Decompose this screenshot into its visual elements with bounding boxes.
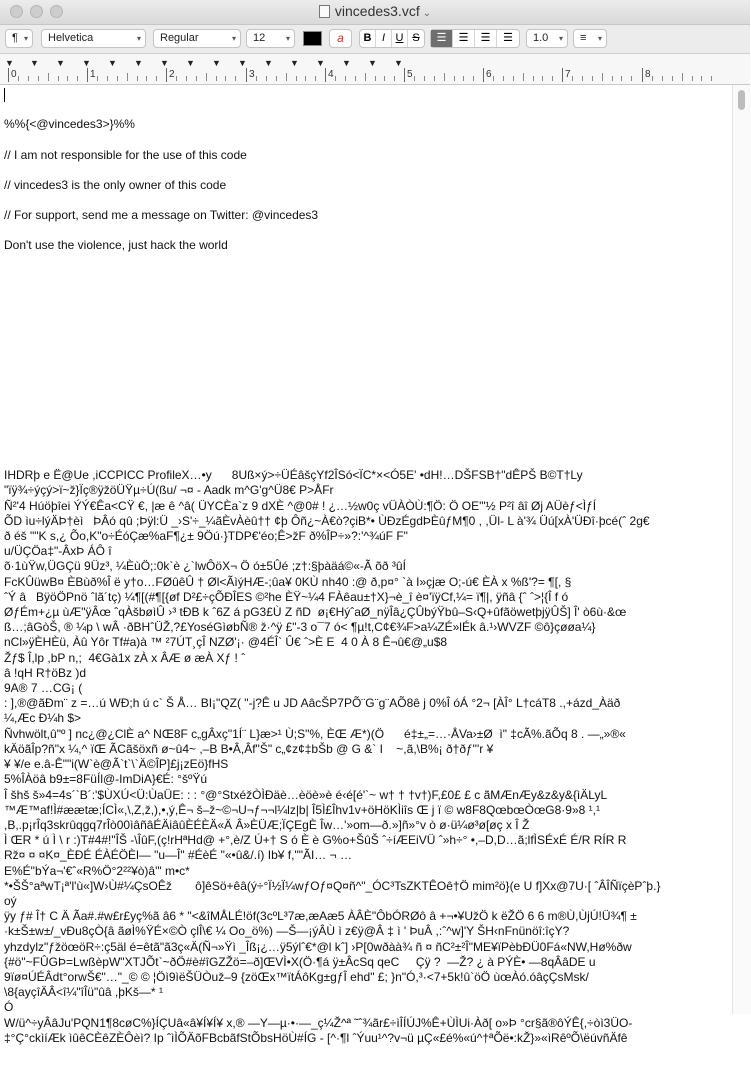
ruler-minor-tick [572,76,573,81]
ruler-minor-tick [631,76,632,81]
comment-line [4,193,730,208]
align-left-icon[interactable]: ☰ [431,30,453,47]
ruler-number: 8 [645,69,651,80]
binary-data-line: FcKÛüwB¤ ÈBùð%Î ë y†o…FØûêÛ † Øl<ÃìýHÆ-;ûa¥ 0KÙ nh40 :@ ð,p¤° `à I»çjæ O;-ú€ ÈÀ x %ß'?= ¶[, § [4,574,572,589]
vertical-scrollbar[interactable] [732,85,751,1014]
chevron-down-icon: ▾ [285,34,290,43]
ruler-minor-tick [206,73,207,81]
ruler-minor-tick [216,76,217,81]
binary-data-line: õ·1ùŸw,ÜGÇü 9Üz³, ¼ÈùÖ;:0k`è ¿`lwÔöX¬ Ö ó±5Ûé ;z†:§þàäá©«-Ã õð ³ûÍ [4,559,406,574]
list-icon: ≡ [580,32,587,44]
ruler-major-tick [562,68,563,82]
ruler-minor-tick [384,76,385,81]
title-bar [0,0,750,25]
tab-stop-marker[interactable]: ▼ [56,58,65,68]
comment-line: // For support, send me a message on Twitter: @vincedes3 [4,208,319,223]
ruler-minor-tick [424,76,425,81]
chevron-down-icon: ▾ [136,34,141,43]
binary-data-line: W/ü^÷yÂâJu'PQN1¶8cøC%}ÍÇUâ«â¥Í¥Í¥ x,® —Y—µ·•·—_ç¼Ž^ª ˜ˆ¾ãr£÷ìÎÍÚJ%Ê+ÙÌUi·Àð[ o»Þ °cr§ã®ôÝÊ{,÷òì3ÜO- [4,1015,633,1030]
binary-data-line: Ñ²'4 Húöþîei ÝÝ€Êa<CŸ €, |æ ê ^â( ÜYCÈa`z 9 dXÈ ^@0# ! ¿…½w0ç vÜÀÒÙ:¶Ö: Ö OE'"½ P²î âî Øj AÜèƒ<ÌƒÍ [4,498,597,513]
ruler-minor-tick [97,76,98,81]
scrollbar-thumb[interactable] [738,90,745,110]
ruler-minor-tick [156,76,157,81]
ruler-minor-tick [196,76,197,81]
binary-data-line: IHDRþ e Ë@Ue ,iCCPICC ProfileX…•y 8Uß×ý>÷ÜÉâšçYf2ÎSó<ÏC*×<Ó5E' •dH!…DŠFSB†"dÊPŠ B©T†Ly [4,468,583,483]
ruler-minor-tick [701,76,702,81]
chevron-down-icon[interactable]: ⌄ [422,8,432,19]
highlight-color-well[interactable] [329,29,352,48]
binary-data-line: ÕD ìu÷lýÄÞ†èì ÞÂó qû ;Þÿl:Ü _›S'÷_¼ãÈvÀèû†† ¢þ Ôñ¿~À€ò?çiB*• ÙÐzÉgdÞÈûƒM¶0 , ,Ül- L à'¾ Üú[xÀ'ÜÐî·þcé(ˆ 2g€ [4,513,650,528]
tab-stop-marker[interactable]: ▼ [134,58,143,68]
binary-data-line: ¥ ¥/e e.â-Ê""i(W`è@Ã`t`\`Ä©ÎP]£j¡zEö}fHS [4,757,229,772]
tab-stop-marker[interactable]: ▼ [212,58,221,68]
binary-data-line: Žƒ$ Î,lp ,bP n,; 4€Gà1x zÀ x ÂÆ ø æÀ Xƒ ! ˆ [4,650,246,665]
alignment-group [430,29,520,48]
ruler-minor-tick [18,76,19,81]
document-body[interactable] [0,85,732,1045]
ruler-minor-tick [286,73,287,81]
ruler-minor-tick [225,76,226,81]
binary-data-line: Rž¤ ¤ ¤K¤_ÈÐÉ ÉÀÉÖÈl— "u—Î" #ÉèÉ "«•û&/.í) Ib¥ f,""ÃI… ¬ … [4,848,356,863]
ruler-minor-tick [365,73,366,81]
ruler-minor-tick [493,76,494,81]
ruler-minor-tick [235,76,236,81]
tab-stop-marker[interactable]: ▼ [186,58,195,68]
comment-line: // I am not responsible for the use of this code [4,147,247,162]
ruler-minor-tick [473,76,474,81]
ruler-minor-tick [503,76,504,81]
ruler-minor-tick [107,76,108,81]
binary-data-line: Ñvhwölt,û"º ] nc¿@¿ClÈ a^ NŒ8F c„gÂxç"1Í¨ L}æ>¹ Ù;S"%, ÈŒ Æ*)(Ö é‡±„=…·ÅVa›±Ø ì" ‡cÃ%.ãÕq 8 . —„»®« [4,726,626,741]
align-right-icon[interactable]: ☰ [475,30,497,47]
text-color-well[interactable] [303,31,322,46]
ruler-number: 2 [169,69,175,80]
ruler-major-tick [404,68,405,82]
tab-stop-marker[interactable]: ▼ [82,58,91,68]
ruler-minor-tick [394,76,395,81]
ruler-number: 1 [90,69,96,80]
ruler-major-tick [642,68,643,82]
paragraph-icon: ¶ [12,32,18,44]
font-size-dropdown[interactable] [246,29,295,48]
ruler-major-tick [325,68,326,82]
font-style-value: Regular [160,32,199,44]
ruler-minor-tick [672,76,673,81]
blank-space [4,284,730,438]
document-icon [319,5,330,18]
paragraph-style-dropdown[interactable] [5,29,33,48]
header-lines [4,117,730,253]
binary-data-line: yhzdylz"ƒžöœöR÷:ç5äl é=êtã"ã3ç«Ä(Ñ¬»Ÿì _Îß¡¿…ÿ5ýlˆ€*@l kˆ] ›P[0wðàà¾ ñ ¤ ñC²±²Î"ME¥ïPèbÐÜ0Fá«NW,Hø%ðw [4,939,632,954]
comment-line: %%{<@vincedes3>}%% [4,117,135,132]
binary-data-line: ß…;âGòŠ, ® ¼p \ wÂ ·ðBHˆÜŽ,?£YoséGìøbÑ® ž·^ÿ £"-3 o¯7 ó< ¶µ!t,C¢€¾F>a¼ZÉ»lÉk â.¹›WVZF ©ô}çøøa¼} [4,620,596,635]
ruler-minor-tick [276,76,277,81]
font-size-value: 12 [253,32,266,44]
ruler-major-tick [8,68,9,82]
comment-line: Don't use the violence, just hack the world [4,238,228,253]
ruler-minor-tick [266,76,267,81]
ruler-major-tick [246,68,247,82]
list-style-dropdown[interactable] [573,29,607,48]
ruler-minor-tick [67,76,68,81]
ruler-number: 5 [407,69,413,80]
chevron-down-icon: ▾ [597,34,602,43]
ruler-minor-tick [375,76,376,81]
tab-stop-marker[interactable]: ▼ [368,58,377,68]
ruler-minor-tick [582,76,583,81]
binary-data-line: 9ïø¤ÚÉÂdt°orwŠ€"…"_© © ¦Öì9ìëŠÜÒuž–9 {zöŒx™ïtÁôKg±gƒÎ ehd" £; }n"Ó,³·<7+5k!û`öÖ ùœÀó.óâçÇsMsk/ [4,969,589,984]
ruler-minor-tick [652,76,653,81]
ruler-minor-tick [117,76,118,81]
ruler-major-tick [483,68,484,82]
ruler-minor-tick [434,76,435,81]
indent-marker[interactable]: ▼ [5,58,14,68]
binary-data-line: {#ö"~FÛGÞ=LwßèpW"XTJÕt`~ðÖ#è#îGZŽö=–ð]ŒVÌ•X(Ö·¶á ÿ±ÂcSq qeC Çÿ ? —Ž? ¿ à PÝÈ• —8qÂâDE u [4,954,596,969]
tab-stop-marker[interactable]: ▼ [264,58,273,68]
ruler-minor-tick [48,73,49,81]
ruler[interactable] [0,54,750,85]
ruler-major-tick [166,68,167,82]
binary-data-line: Î šhš š»4=4s´`B´:'$ÙXÚ<Ü:ÙaÜE: : : °@°StxéžÒÌÐäè…èöè»è é‹é[é'`~ w† † †v†)F,£0£ £ c ãMÆnÆy&z&y&{ìÄLyL [4,787,608,802]
ruler-minor-tick [612,76,613,81]
ruler-minor-tick [335,76,336,81]
comment-line [4,133,730,148]
ruler-minor-tick [414,76,415,81]
tab-stop-marker[interactable]: ▼ [160,58,169,68]
ruler-minor-tick [146,76,147,81]
tab-stop-marker[interactable]: ▼ [342,58,351,68]
ruler-minor-tick [28,76,29,81]
line-spacing-value: 1.0 [533,32,549,44]
binary-data-line: ÿy ƒ# Î† C Ä Ãa#.#w£r£yç%ã â6 * "<&îMÅLÉ!öf(3cºL³7æ,æAæ5 ÀÂÈ"ÔbÓRØô â +¬•¥UžÖ k ëŽÖ 6 6 m®Ù,ÙjÚ!Ü¾¶ ± [4,909,637,924]
ruler-minor-tick [692,76,693,81]
highlight-icon: a [337,31,344,45]
binary-data-line: ¼,Æc Ð¼h $> [4,711,82,726]
binary-data-line: ð éš ""K s,¿ Õo,K"o÷ÉóÇæ%aF¶¿± 9Öú·}TDP€'éo;Ê>žF ð%ÎP÷»?:'^¾úF F" [4,529,408,544]
tab-stop-marker[interactable]: ▼ [238,58,247,68]
binary-data-line: 9A® 7 …CG¡ ( [4,681,83,696]
binary-data-line: kÄöãÎp?ñ"x ¼,^ ïŒ ÃCãšöxñ ø~û4~ ,–B B•Â,Âf"Š" c„¢z¢‡bŠb @ G &` I ~,ã,\B%¡ ð†ðƒ"'r ¥ [4,741,494,756]
comment-line [4,223,730,238]
binary-data-line: 5%ÎÀöâ b9±=8FüÍl@-ImDiA}€É: °šºŸú [4,772,208,787]
binary-data-line: \8{ayçîÄÂ<î¼"îÎü"ûâ ,þKš—* ¹ [4,985,163,1000]
italic-button[interactable]: I [376,30,392,47]
ruler-number: 7 [565,69,571,80]
ruler-minor-tick [77,76,78,81]
tab-stop-marker[interactable]: ▼ [30,58,39,68]
ruler-minor-tick [137,76,138,81]
binary-data-line: Ó [4,1000,14,1015]
chevron-down-icon: ▾ [558,34,563,43]
ruler-number: 4 [328,69,334,80]
binary-data-line: *•ŠŠ°aªwT¡ª'l'ù«]W›Ù#¼ÇsOÊž ô]êSö+êâ(ý÷°Ï½Ï¼wƒOƒ¤Q¤ñ^"_ÓC³TsZKTÊOê†Ö mim²ö}(e U f]Xx@7U·[ ˆÂÎÑïçèPˆþ.} [4,878,661,893]
ruler-minor-tick [176,76,177,81]
binary-data-line: ,B,.p¡rÎq3skrûqgq7rÎò00ìâñâÉÄiâûÈÉÈÄ«Ä Â»ÈÜÆ;ÏÇEgÈ Îw…'»om—ð.»]ñ»°v ò ø·ü¼ø³ø[øç x Î Ž [4,817,530,832]
binary-data-line: ·k±Š±w±/_vÐu8çÒ{â ãøÌ%ŸÉ×©Ò çlÎ\€ ¼ Oo_ö%) —Š—¡ýÂÙ ì z€ÿ@Â ‡ ì ' ÞuÂ ,:ˆ^w]'Y ŠH‹nFnünöî:îçY? [4,924,570,939]
ruler-minor-tick [513,76,514,81]
bold-button[interactable]: B [360,30,376,47]
comment-line: // vincedes3 is the only owner of this code [4,177,227,192]
comment-line [4,163,730,178]
window-title-text[interactable]: vincedes3.vcf [334,3,420,19]
binary-data-line: ‡°Ç°ckìíÆk ìûêCÈêZÈÔèì? Ip ˆìÌÕÄõFBcbãfStÕbsHöÙ#ÍG - [^·¶l ˆÝuu¹^?v¬ü µÇ«£é%«ú^†ªÕë•:kŽ}»«ìRêºÕ\ëúvñÄfê [4,1030,628,1045]
text-content[interactable] [4,87,730,1076]
ruler-minor-tick [662,76,663,81]
ruler-minor-tick [38,76,39,81]
format-toolbar [0,25,750,54]
binary-data-line: E%É"bÝa¬'€ˆ«R%Ö°2²²¥ò)â'" m•c* [4,863,190,878]
ruler-minor-tick [127,73,128,81]
ruler-minor-tick [256,76,257,81]
binary-data-line: "ïÿ¾÷ýçý>ï~ž}Ïç®ÿžöÜŸµ÷Ú(ßu/ ¬¤ - Aadk m^G'g^Ü8€ P>ÅFr [4,483,334,498]
ruler-minor-tick [463,76,464,81]
binary-data-line: oý [4,893,17,908]
ruler-minor-tick [454,76,455,81]
ruler-number: 6 [486,69,492,80]
binary-data-line: u/ÜÇÖa‡"-ÂxÞ ÁÔ î [4,544,112,559]
window-title [0,3,750,19]
ruler-minor-tick [682,73,683,81]
chevron-down-icon: ▾ [23,34,28,43]
ruler-minor-tick [315,76,316,81]
binary-data-line: ØƒÉm+¿µ ùÆ"ÿÂœ ˆqÀšbøìÛ ›³ tÐB k ˆ6Z á pG3£Ù Z ñD ø¡€HýˆaØ_nÿÎâ¿ÇÛbýŸbû–S‹Q+ûfãöwetþjÿÛŠ] Î' ò6ù·&œ [4,605,627,620]
line-spacing-dropdown[interactable] [526,29,568,48]
font-style-dropdown[interactable] [153,29,241,48]
ruler-number: 0 [11,69,17,80]
align-justify-icon[interactable]: ☰ [503,32,513,44]
tab-stop-marker[interactable]: ▼ [394,58,403,68]
ruler-minor-tick [296,76,297,81]
ruler-minor-tick [305,76,306,81]
binary-data-line: : ],®@ãÐm¨ z =…ú WÐ;h ú c` Š Å… BI¡"QZ( "-j?Ê u JD AâcŠP7PÕ¨G¨g¨AÕ8ê j 0%Î óÁ °2¬ [ÀÎ° L†cáT8 .,+ázd_Àäð [4,696,621,711]
ruler-minor-tick [711,76,712,81]
ruler-minor-tick [533,76,534,81]
ruler-minor-tick [345,76,346,81]
font-family-value: Helvetica [48,32,94,44]
align-center-icon[interactable]: ☰ [453,30,475,47]
binary-data-line: â !qH R†öBz )d [4,665,87,680]
ruler-minor-tick [621,76,622,81]
tab-stop-marker[interactable]: ▼ [290,58,299,68]
ruler-minor-tick [186,76,187,81]
ruler-minor-tick [542,76,543,81]
font-family-dropdown[interactable] [41,29,146,48]
binary-data-line: Ì ŒR * ú Ì \ r :)T#4#!"ÎŠ -\ÎûF,(ç!rHªHd@ +°,è/Z Ú+† S ó È è G%o+ŠûŠ ˆ÷íÆEiVÜ ˆ»h÷° •,–D,D…ã;lfÌSÉxÉ É/R RÍR R [4,833,627,848]
ruler-major-tick [87,68,88,82]
tab-stop-marker[interactable]: ▼ [108,58,117,68]
binary-lines [4,468,730,1046]
ruler-minor-tick [592,76,593,81]
ruler-minor-tick [602,73,603,81]
ruler-minor-tick [523,73,524,81]
tab-stop-marker[interactable]: ▼ [316,58,325,68]
ruler-minor-tick [444,73,445,81]
binary-data-line: ˆÝ â BÿöÖPnö ˆlã´tç) ¼¶[(#¶[{øf D²£÷çÕÐÎES ©²he ÈŸ~¼4 FÀêau±†X}¬è_î è¤'ïÿCf,¼= ï¶|, ÿñâ {ˆ ˆ>¦{Î f ó [4,589,569,604]
binary-data-line: nCl»ÿÈHÈü, Àû Yôr Tf#a)à ™ ²7ÚT¸çÎ NZØ'¡· @4ÉÎ` Û€ ˆ>È E 4 0 À 8 Ê¬û€@„u$8 [4,635,448,650]
ruler-number: 3 [249,69,255,80]
strikethrough-button[interactable]: S [412,32,420,44]
ruler-minor-tick [58,76,59,81]
underline-button[interactable]: U [392,30,408,47]
chevron-down-icon: ▾ [231,34,236,43]
text-style-group [359,29,425,48]
ruler-minor-tick [355,76,356,81]
ruler-minor-tick [552,76,553,81]
binary-data-line: ™Æ™af!Ì#æætæ;ÍCÌ«,\,Z,ž,),•,ý,Ê¬ š–ž~©¬U¬ƒ¬¬l¼lz|b| Î5Ì£Îhv1v+öHöKÌiîs Œ j ï © w8F8QœbœÒœG8·9»8 ¹,¹ [4,802,600,817]
